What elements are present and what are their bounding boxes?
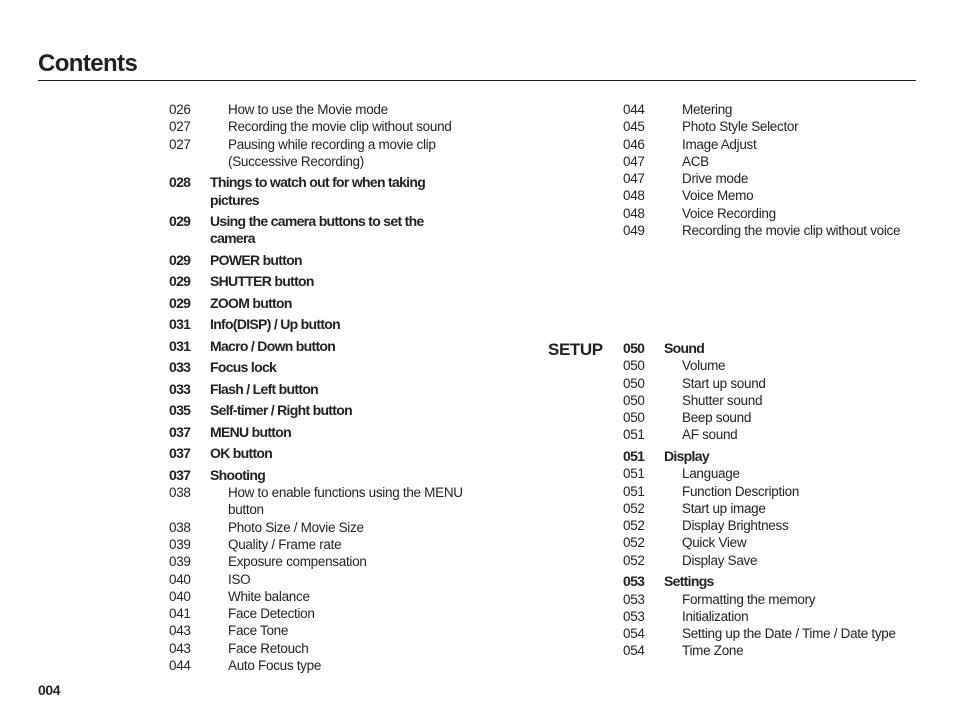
toc-entry-title: Recording the movie clip without voice [682, 223, 901, 239]
toc-page-number: 033 [169, 359, 191, 376]
toc-page-number: 033 [169, 380, 191, 397]
toc-entry[interactable] [169, 519, 469, 536]
toc-entry-title: Metering [682, 102, 733, 117]
toc-page-number: 054 [623, 626, 645, 642]
toc-entry[interactable] [623, 642, 923, 659]
toc-entry-title: Using the camera buttons to set the camera [210, 213, 424, 247]
toc-page-number: 044 [169, 658, 191, 674]
toc-entry-title: How to use the Movie mode [228, 102, 388, 117]
toc-entry-title: Face Retouch [228, 640, 309, 656]
toc-entry-title: Setting up the Date / Time / Date type [682, 626, 896, 642]
toc-entry[interactable] [623, 375, 923, 392]
toc-entry[interactable] [623, 222, 923, 239]
toc-entry-title: Self-timer / Right button [210, 402, 352, 419]
toc-page-number: 052 [623, 535, 645, 551]
toc-page-number: 048 [623, 188, 645, 204]
toc-entry-title: Macro / Down button [210, 337, 336, 354]
toc-entry-title: How to enable functions using the MENU button [228, 485, 463, 518]
toc-right-column-top [623, 101, 923, 239]
toc-entry-title: Auto Focus type [228, 658, 322, 674]
toc-entry[interactable] [623, 357, 923, 374]
toc-entry-title: Flash / Left button [210, 380, 319, 397]
toc-page-number: 043 [169, 640, 191, 656]
page-number: 004 [38, 682, 61, 698]
toc-heading-entry[interactable] [169, 359, 469, 376]
toc-page-number: 035 [169, 402, 191, 419]
toc-entry-title: Quick View [682, 535, 747, 551]
toc-page-number: 050 [623, 358, 645, 374]
toc-entry-title: Photo Size / Movie Size [228, 519, 364, 535]
toc-entry-title: Shooting [210, 466, 266, 483]
toc-entry[interactable] [623, 136, 923, 153]
toc-entry-title: Recording the movie clip without sound [228, 119, 452, 135]
toc-page-number: 041 [169, 606, 191, 622]
toc-page-number: 052 [623, 518, 645, 534]
toc-page-number: 043 [169, 623, 191, 639]
toc-heading-entry[interactable] [169, 445, 469, 462]
toc-page-number: 039 [169, 554, 191, 570]
toc-setup-column [623, 340, 923, 660]
toc-page-number: 038 [169, 485, 191, 501]
toc-page-number: 047 [623, 171, 645, 187]
toc-entry[interactable] [169, 136, 469, 171]
toc-heading-entry[interactable] [623, 573, 923, 590]
toc-entry-title: Things to watch out for when taking pictures [210, 174, 426, 208]
toc-entry-title: POWER button [210, 251, 302, 268]
toc-entry-title: Voice Memo [682, 188, 754, 204]
toc-page-number: 031 [169, 316, 191, 333]
toc-entry[interactable] [623, 608, 923, 625]
toc-entry-title: Volume [682, 358, 726, 374]
toc-entry[interactable] [623, 465, 923, 482]
toc-heading-entry[interactable] [169, 174, 469, 209]
toc-page-number: 053 [623, 591, 645, 607]
toc-entry-title: Face Tone [228, 623, 289, 639]
toc-page-number: 029 [169, 251, 191, 268]
toc-entry-title: Settings [664, 573, 714, 590]
toc-entry-title: OK button [210, 445, 273, 462]
toc-entry[interactable] [169, 588, 469, 605]
toc-heading-entry[interactable] [169, 381, 469, 398]
toc-entry[interactable] [623, 591, 923, 608]
toc-entry[interactable] [623, 517, 923, 534]
toc-page-number: 044 [623, 102, 645, 117]
toc-entry[interactable] [169, 605, 469, 622]
toc-entry-title: Start up image [682, 500, 766, 516]
toc-heading-entry[interactable] [169, 467, 469, 484]
toc-entry[interactable] [623, 205, 923, 222]
toc-entry[interactable] [623, 534, 923, 551]
toc-entry[interactable] [169, 622, 469, 639]
toc-heading-entry[interactable] [169, 338, 469, 355]
toc-page-number: 029 [169, 273, 191, 290]
toc-entry-title: Face Detection [228, 606, 315, 622]
toc-heading-entry[interactable] [623, 448, 923, 465]
toc-page-number: 050 [623, 392, 645, 408]
toc-entry-title: MENU button [210, 423, 291, 440]
toc-entry[interactable] [169, 571, 469, 588]
toc-entry-title: Language [682, 466, 740, 482]
toc-entry-title: Info(DISP) / Up button [210, 316, 341, 333]
toc-page-number: 053 [623, 573, 645, 590]
toc-entry[interactable] [623, 409, 923, 426]
toc-heading-entry[interactable] [169, 252, 469, 269]
toc-entry[interactable] [169, 118, 469, 135]
toc-page-number: 027 [169, 119, 191, 135]
toc-entry-title: Formatting the memory [682, 591, 816, 607]
toc-page-number: 029 [169, 294, 191, 311]
toc-page-number: 051 [623, 483, 645, 499]
page-title: Contents [38, 50, 138, 77]
toc-page-number: 046 [623, 136, 645, 152]
toc-entry[interactable] [169, 101, 469, 118]
toc-left-column [169, 101, 469, 674]
toc-entry[interactable] [623, 500, 923, 517]
toc-entry-title: Time Zone [682, 643, 744, 659]
toc-entry[interactable] [169, 640, 469, 657]
toc-entry-title: ACB [682, 153, 709, 169]
toc-heading-entry[interactable] [623, 340, 923, 357]
section-label-setup: SETUP [548, 340, 603, 359]
toc-heading-entry[interactable] [169, 295, 469, 312]
toc-entry[interactable] [623, 392, 923, 409]
toc-heading-entry[interactable] [169, 402, 469, 419]
toc-entry[interactable] [169, 657, 469, 674]
toc-entry-title: Voice Recording [682, 205, 776, 221]
toc-page-number: 037 [169, 445, 191, 462]
toc-page-number: 031 [169, 337, 191, 354]
toc-entry[interactable] [623, 153, 923, 170]
toc-page-number: 051 [623, 447, 645, 464]
toc-page-number: 029 [169, 213, 191, 230]
toc-entry[interactable] [623, 170, 923, 187]
toc-entry-title: Sound [664, 340, 705, 356]
toc-page-number: 027 [169, 136, 191, 152]
toc-entry[interactable] [623, 625, 923, 642]
toc-page-number: 052 [623, 552, 645, 568]
toc-entry-title: ISO [228, 571, 251, 587]
toc-entry-title: White balance [228, 588, 310, 604]
toc-entry-title: Exposure compensation [228, 554, 367, 570]
toc-page-number: 048 [623, 205, 645, 221]
toc-entry-title: Display [664, 447, 709, 464]
toc-entry[interactable] [169, 553, 469, 570]
toc-page-number: 026 [169, 102, 191, 117]
toc-entry[interactable] [623, 187, 923, 204]
toc-entry-title: Display Save [682, 552, 758, 568]
toc-page-number: 049 [623, 223, 645, 239]
toc-entry-title: Drive mode [682, 171, 749, 187]
toc-page-number: 047 [623, 153, 645, 169]
toc-page-number: 040 [169, 571, 191, 587]
toc-entry[interactable] [623, 552, 923, 569]
title-divider [38, 80, 916, 81]
toc-heading-entry[interactable] [169, 424, 469, 441]
toc-entry[interactable] [623, 426, 923, 443]
toc-heading-entry[interactable] [169, 213, 469, 248]
toc-page-number: 039 [169, 536, 191, 552]
toc-page-number: 037 [169, 466, 191, 483]
toc-entry-title: Shutter sound [682, 392, 763, 408]
toc-entry-title: SHUTTER button [210, 273, 314, 290]
toc-entry-title: Function Description [682, 483, 800, 499]
toc-entry[interactable] [623, 483, 923, 500]
toc-page-number: 050 [623, 410, 645, 426]
toc-entry-title: ZOOM button [210, 294, 292, 311]
toc-entry[interactable] [169, 484, 469, 519]
toc-page-number: 050 [623, 375, 645, 391]
toc-heading-entry[interactable] [169, 273, 469, 290]
toc-heading-entry[interactable] [169, 316, 469, 333]
toc-page-number: 038 [169, 519, 191, 535]
toc-entry-title: Focus lock [210, 359, 277, 376]
toc-entry-title: Beep sound [682, 410, 752, 426]
toc-page-number: 054 [623, 643, 645, 659]
toc-page-number: 040 [169, 588, 191, 604]
toc-entry[interactable] [623, 101, 923, 118]
toc-entry-title: AF sound [682, 427, 738, 443]
toc-entry-title: Photo Style Selector [682, 119, 799, 135]
toc-entry-title: Initialization [682, 608, 749, 624]
toc-entry-title: Start up sound [682, 375, 766, 391]
toc-page-number: 050 [623, 340, 645, 356]
toc-entry[interactable] [169, 536, 469, 553]
toc-entry-title: Display Brightness [682, 518, 789, 534]
toc-entry-title: Quality / Frame rate [228, 536, 342, 552]
toc-page-number: 028 [169, 174, 191, 191]
toc-entry-title: Pausing while recording a movie clip (Successive Recording) [228, 136, 436, 169]
toc-page-number: 053 [623, 608, 645, 624]
toc-page-number: 037 [169, 423, 191, 440]
toc-entry-title: Image Adjust [682, 136, 757, 152]
toc-entry[interactable] [623, 118, 923, 135]
toc-page-number: 052 [623, 500, 645, 516]
toc-page-number: 051 [623, 427, 645, 443]
toc-page-number: 051 [623, 466, 645, 482]
toc-page-number: 045 [623, 119, 645, 135]
